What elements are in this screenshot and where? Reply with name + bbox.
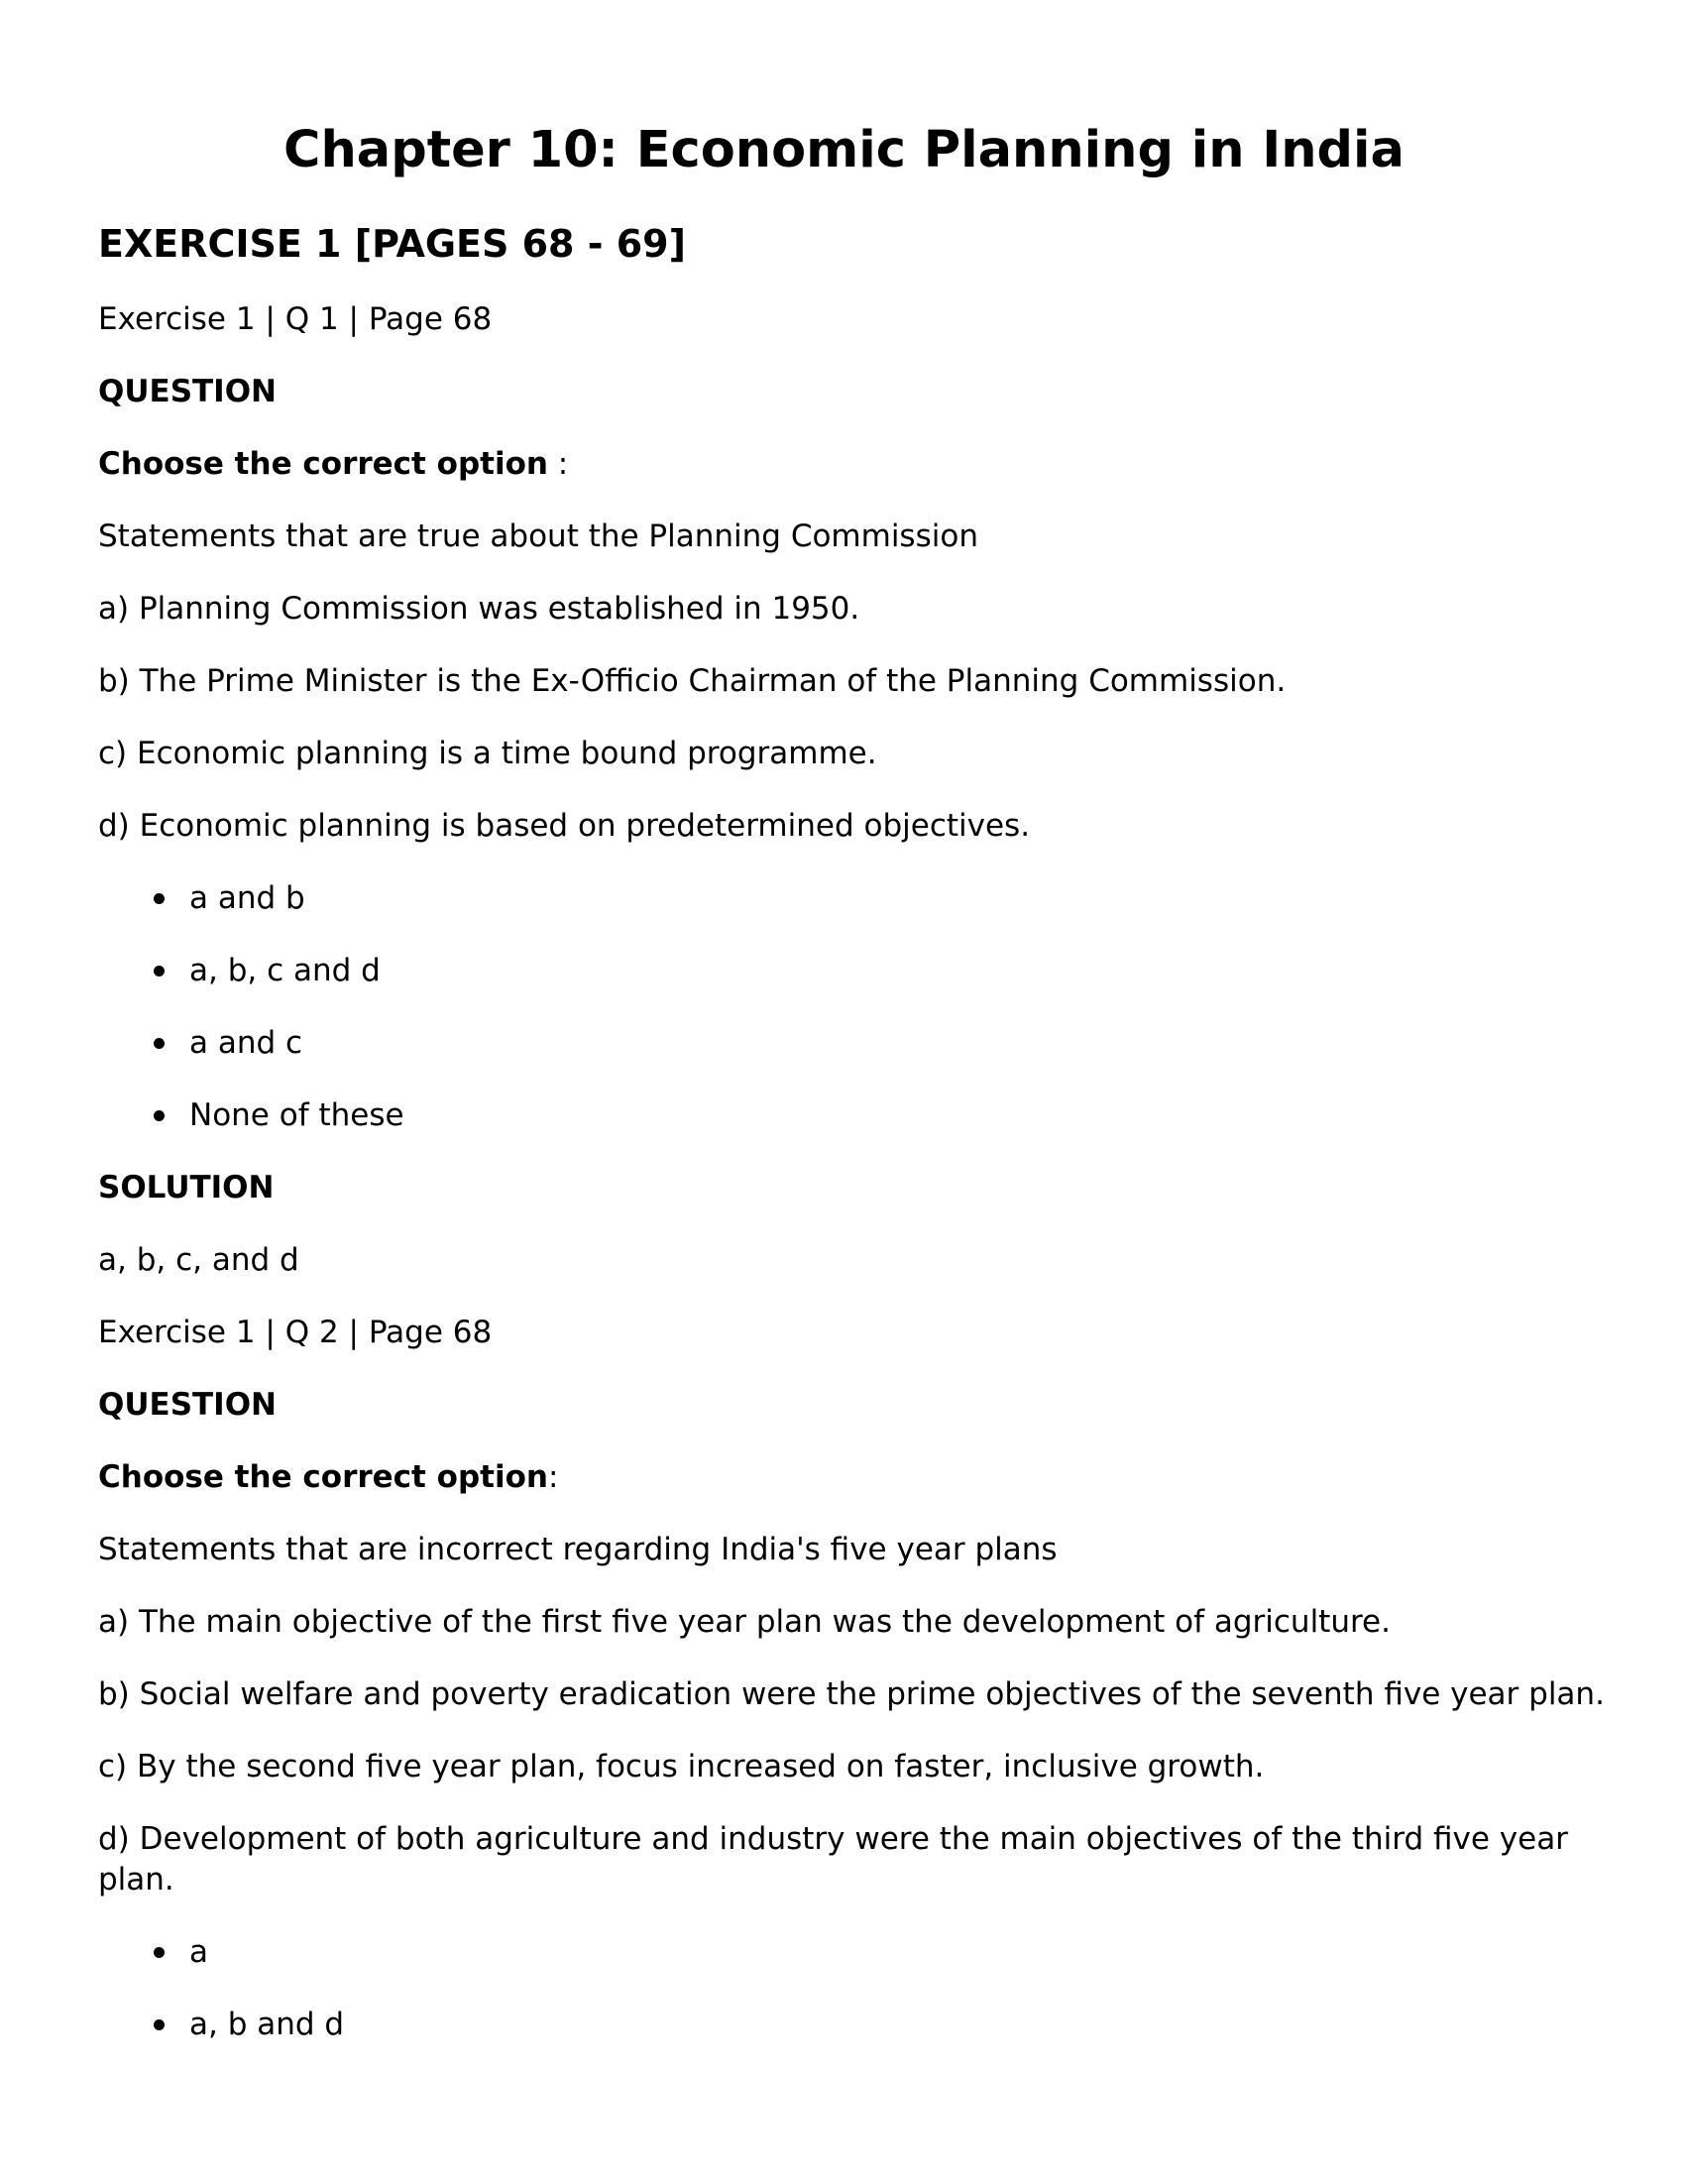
solution-text: a, b, c, and d [98, 1242, 299, 1278]
question-label: QUESTION [98, 1387, 278, 1423]
question-label: QUESTION [98, 374, 278, 409]
instruction-text: Choose the correct option [98, 446, 548, 482]
question-prompt: Statements that are incorrect regarding India's five year plans [98, 1532, 1058, 1567]
question-ref: Exercise 1 | Q 2 | Page 68 [98, 1315, 493, 1350]
instruction-suffix: : [547, 1459, 559, 1495]
statement: a) Planning Commission was established in 1950. [98, 591, 860, 627]
option-item: a and b [189, 878, 1605, 919]
statement: d) Economic planning is based on predetermined objectives. [98, 808, 1031, 844]
option-item: None of these [189, 1095, 1605, 1136]
statement: b) The Prime Minister is the Ex-Officio Chairman of the Planning Commission. [98, 663, 1287, 699]
question-instruction [98, 444, 1605, 485]
page-title: Chapter 10: Economic Planning in India [283, 121, 1405, 179]
instruction-text: Choose the correct option [98, 1459, 548, 1495]
question-prompt: Statements that are true about the Planning Commission [98, 518, 978, 554]
content-body [98, 299, 1605, 2077]
question-ref: Exercise 1 | Q 1 | Page 68 [98, 301, 493, 337]
option-list [98, 1932, 1605, 2045]
statement: a) The main objective of the first five year plan was the development of agriculture. [98, 1604, 1391, 1640]
statement: c) Economic planning is a time bound programme. [98, 736, 877, 771]
exercise-heading: EXERCISE 1 [PAGES 68 - 69] [98, 222, 686, 266]
option-item: a [189, 1932, 1605, 1973]
solution-label: SOLUTION [98, 1170, 275, 1206]
statement: d) Development of both agriculture and industry were the main objectives of the third five year plan. [98, 1821, 1568, 1897]
option-item: a, b and d [189, 2005, 1605, 2045]
instruction-suffix: : [547, 446, 569, 482]
option-item: a, b, c and d [189, 951, 1605, 991]
statement: b) Social welfare and poverty eradication were the prime objectives of the seventh five year plan. [98, 1676, 1605, 1712]
option-list [98, 878, 1605, 1136]
question-instruction [98, 1457, 1605, 1498]
option-item: a and c [189, 1023, 1605, 1064]
statement: c) By the second five year plan, focus increased on faster, inclusive growth. [98, 1749, 1265, 1784]
